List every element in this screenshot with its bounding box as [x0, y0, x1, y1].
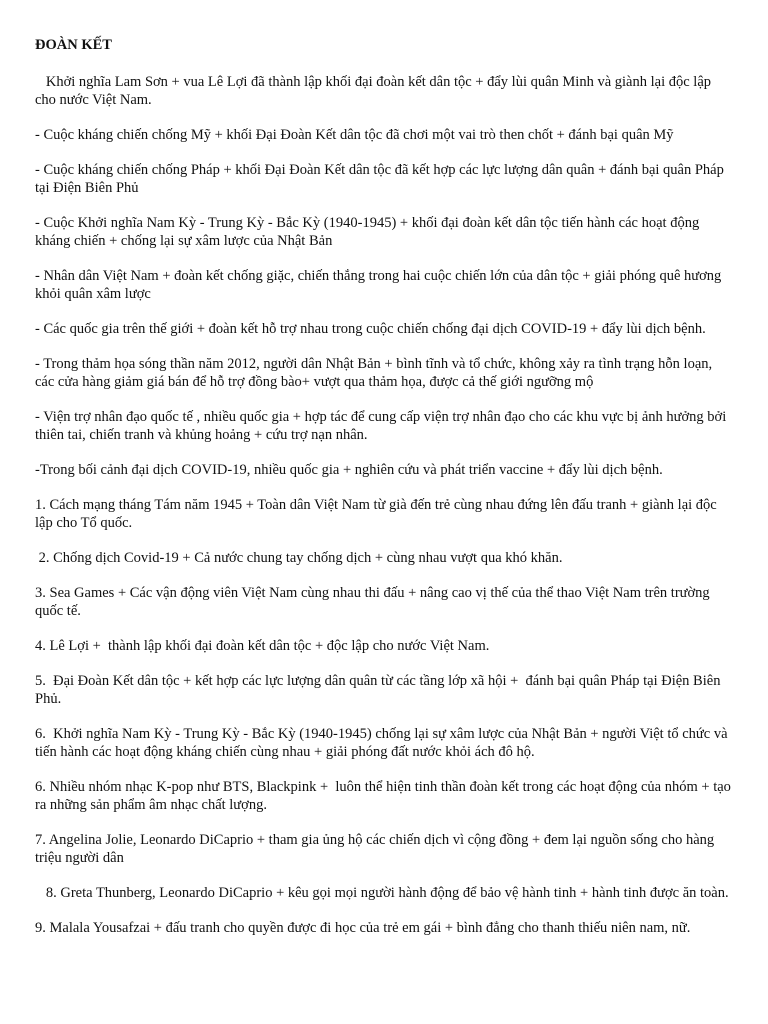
paragraph: 5. Đại Đoàn Kết dân tộc + kết hợp các lực lượng dân quân từ các tầng lớp xã hội + đánh bại quân Pháp tại Điện Biên Phủ. — [35, 673, 725, 707]
paragraph: 4. Lê Lợi + thành lập khối đại đoàn kết dân tộc + độc lập cho nước Việt Nam. — [35, 638, 490, 654]
paragraph: 7. Angelina Jolie, Leonardo DiCaprio + tham gia ủng hộ các chiến dịch vì cộng đồng + đem lại nguồn sống cho hàng triệu người dân — [35, 832, 718, 866]
paragraph: - Cuộc kháng chiến chống Mỹ + khối Đại Đoàn Kết dân tộc đã chơi một vai trò then chốt + đánh bại quân Mỹ — [35, 127, 674, 143]
paragraph: - Cuộc Khởi nghĩa Nam Kỳ - Trung Kỳ - Bắc Kỳ (1940-1945) + khối đại đoàn kết dân tộc tiến hành các hoạt động kháng chiến + chống lại sự xâm lược của Nhật Bản — [35, 215, 703, 249]
paragraph: 6. Nhiều nhóm nhạc K-pop như BTS, Blackpink + luôn thể hiện tinh thần đoàn kết trong các hoạt động của nhóm + tạo ra những sản phẩm âm nhạc chất lượng. — [35, 779, 735, 813]
paragraph: - Nhân dân Việt Nam + đoàn kết chống giặc, chiến thắng trong hai cuộc chiến lớn của dân tộc + giải phóng quê hương khỏi quân xâm lược — [35, 268, 725, 302]
paragraph: -Trong bối cảnh đại dịch COVID-19, nhiều quốc gia + nghiên cứu và phát triển vaccine + đẩy lùi dịch bệnh. — [35, 462, 663, 478]
document-title: ĐOÀN KẾT — [35, 37, 112, 53]
paragraph: 3. Sea Games + Các vận động viên Việt Nam cùng nhau thi đấu + nâng cao vị thế của thể thao Việt Nam trên trường quốc tế. — [35, 585, 714, 619]
document-body — [35, 73, 734, 937]
paragraph: 6. Khởi nghĩa Nam Kỳ - Trung Kỳ - Bắc Kỳ (1940-1945) chống lại sự xâm lược của Nhật Bản + người Việt tổ chức và tiến hành các hoạt động kháng chiến cùng nhau + giải phóng đất nước khỏi ách đô hộ. — [35, 726, 732, 760]
paragraph: - Cuộc kháng chiến chống Pháp + khối Đại Đoàn Kết dân tộc đã kết hợp các lực lượng dân quân + đánh bại quân Pháp tại Điện Biên Phủ — [35, 162, 728, 196]
paragraph: Khởi nghĩa Lam Sơn + vua Lê Lợi đã thành lập khối đại đoàn kết dân tộc + đẩy lùi quân Minh và giành lại độc lập cho nước Việt Nam. — [35, 74, 715, 108]
paragraph: - Viện trợ nhân đạo quốc tế , nhiều quốc gia + hợp tác để cung cấp viện trợ nhân đạo cho các khu vực bị ảnh hưởng bởi thiên tai, chiến tranh và khủng hoảng + cứu trợ nạn nhân. — [35, 409, 730, 443]
paragraph: - Các quốc gia trên thế giới + đoàn kết hỗ trợ nhau trong cuộc chiến chống đại dịch COVID-19 + đẩy lùi dịch bệnh. — [35, 321, 706, 337]
paragraph: 1. Cách mạng tháng Tám năm 1945 + Toàn dân Việt Nam từ già đến trẻ cùng nhau đứng lên đấu tranh + giành lại độc lập cho Tổ quốc. — [35, 497, 721, 531]
paragraph: 8. Greta Thunberg, Leonardo DiCaprio + kêu gọi mọi người hành động để bảo vệ hành tinh + hành tinh được ăn toàn. — [35, 885, 729, 901]
paragraph: - Trong thảm họa sóng thần năm 2012, người dân Nhật Bản + bình tĩnh và tổ chức, không xảy ra tình trạng hỗn loạn, các cửa hàng giảm giá bán để hỗ trợ đồng bào+ vượt qua thảm họa, được cả thế giới ngưỡng mộ — [35, 356, 716, 390]
paragraph: 9. Malala Yousafzai + đấu tranh cho quyền được đi học của trẻ em gái + bình đẳng cho thanh thiếu niên nam, nữ. — [35, 920, 691, 936]
paragraph: 2. Chống dịch Covid-19 + Cả nước chung tay chống dịch + cùng nhau vượt qua khó khăn. — [35, 550, 563, 566]
